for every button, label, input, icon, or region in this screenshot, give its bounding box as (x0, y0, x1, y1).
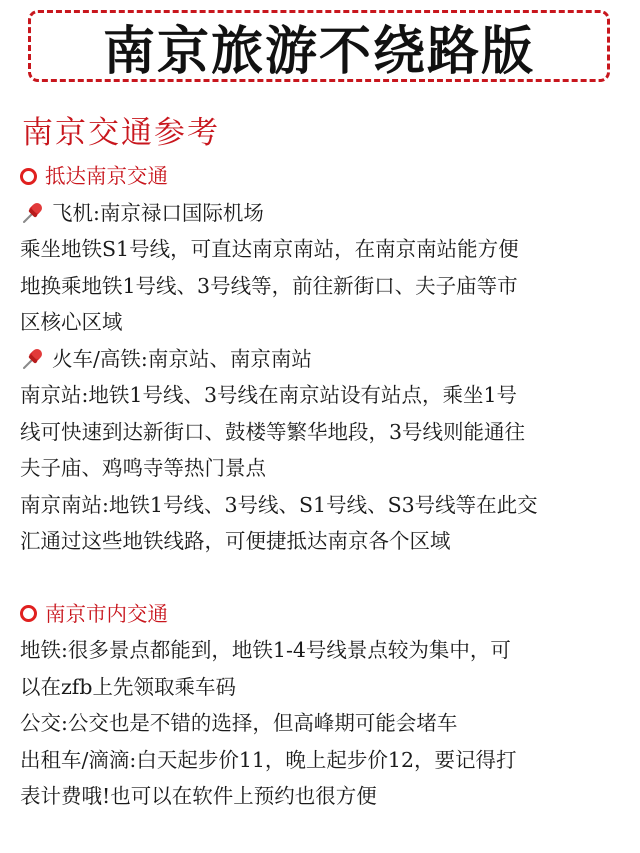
arrival-heading (20, 158, 630, 195)
airport-label: 飞机:南京禄口国际机场 (52, 200, 264, 225)
section-heading: 南京交通参考 (22, 115, 220, 151)
local-heading-text: 南京市内交通 (45, 601, 168, 626)
train-line: 夫子庙、鸡鸣寺等热门景点 (20, 456, 266, 480)
airport-item (20, 195, 630, 232)
local-line: 地铁:很多景点都能到，地铁1-4号线景点较为集中，可 (20, 638, 511, 662)
title-box (28, 10, 610, 82)
train-item (20, 341, 630, 378)
circle-icon (20, 168, 37, 185)
local-line: 出租车/滴滴:白天起步价11，晚上起步价12，要记得打 (20, 747, 517, 772)
content (20, 158, 630, 815)
spacer (20, 560, 630, 596)
airport-line: 地换乘地铁1号线、3号线等，前往新街口、夫子庙等市 (20, 273, 518, 298)
airport-line: 乘坐地铁S1号线，可直达南京南站，在南京南站能方便 (20, 237, 519, 261)
pushpin-icon (20, 346, 46, 372)
train-label: 火车/高铁:南京站、南京南站 (52, 346, 312, 371)
train-line: 汇通过这些地铁线路，可便捷抵达南京各个区域 (20, 529, 451, 553)
local-line: 表计费哦!也可以在软件上预约也很方便 (20, 784, 377, 808)
airport-line: 区核心区域 (20, 310, 123, 334)
train-line: 南京站:地铁1号线、3号线在南京站设有站点，乘坐1号 (20, 383, 518, 407)
pushpin-icon (20, 200, 46, 226)
local-line: 公交:公交也是不错的选择，但高峰期可能会堵车 (20, 711, 458, 735)
circle-icon (20, 605, 37, 622)
arrival-heading-text: 抵达南京交通 (45, 164, 168, 188)
local-heading (20, 596, 630, 633)
train-line: 线可快速到达新街口、鼓楼等繁华地段，3号线则能通往 (20, 419, 526, 444)
page-title: 南京旅游不绕路版 (102, 21, 535, 82)
train-line: 南京南站:地铁1号线、3号线、S1号线、S3号线等在此交 (20, 492, 538, 517)
local-line: 以在zfb上先领取乘车码 (20, 674, 237, 699)
